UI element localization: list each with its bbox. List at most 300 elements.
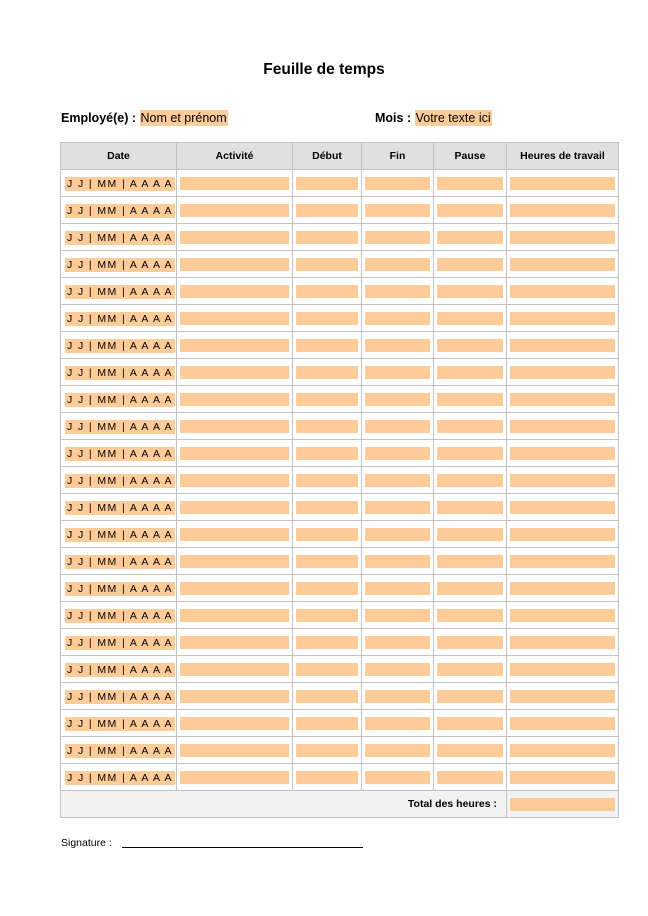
end-cell [362, 575, 434, 602]
date-cell [61, 629, 177, 656]
end-cell [362, 494, 434, 521]
break-input[interactable] [437, 420, 503, 433]
break-cell [434, 521, 507, 548]
date-input[interactable]: J J | MM | A A A A [67, 475, 173, 487]
activity-cell [177, 278, 293, 305]
date-cell [61, 710, 177, 737]
start-cell [293, 602, 362, 629]
break-input[interactable] [437, 231, 503, 244]
break-cell [434, 413, 507, 440]
activity-cell [177, 656, 293, 683]
break-cell [434, 764, 507, 791]
header-end: Fin [362, 143, 434, 170]
table-row [61, 440, 619, 467]
date-input[interactable]: J J | MM | A A A A [67, 610, 173, 622]
end-input[interactable] [365, 177, 430, 190]
end-cell [362, 602, 434, 629]
hours-input[interactable] [510, 609, 615, 622]
activity-cell [177, 224, 293, 251]
table-row [61, 197, 619, 224]
start-cell [293, 170, 362, 197]
date-cell [61, 332, 177, 359]
activity-cell [177, 710, 293, 737]
date-input[interactable]: J J | MM | A A A A [67, 664, 173, 676]
start-input[interactable] [296, 555, 358, 568]
total-row [61, 791, 619, 818]
hours-cell [507, 332, 619, 359]
break-input[interactable] [437, 501, 503, 514]
date-cell [61, 413, 177, 440]
end-input[interactable] [365, 420, 430, 433]
break-input[interactable] [437, 204, 503, 217]
hours-input[interactable] [510, 420, 615, 433]
break-input[interactable] [437, 474, 503, 487]
activity-input[interactable] [180, 528, 289, 541]
table-row [61, 764, 619, 791]
hours-cell [507, 656, 619, 683]
break-input[interactable] [437, 771, 503, 784]
start-input[interactable] [296, 312, 358, 325]
table-row [61, 359, 619, 386]
start-input[interactable] [296, 447, 358, 460]
table-row [61, 251, 619, 278]
break-cell [434, 683, 507, 710]
break-cell [434, 548, 507, 575]
start-input[interactable] [296, 204, 358, 217]
start-cell [293, 278, 362, 305]
date-cell [61, 602, 177, 629]
end-input[interactable] [365, 231, 430, 244]
break-cell [434, 386, 507, 413]
activity-input[interactable] [180, 663, 289, 676]
activity-cell [177, 305, 293, 332]
hours-cell [507, 494, 619, 521]
activity-input[interactable] [180, 744, 289, 757]
activity-input[interactable] [180, 636, 289, 649]
table-row [61, 386, 619, 413]
header-start: Début [293, 143, 362, 170]
table-body [61, 170, 619, 791]
activity-cell [177, 575, 293, 602]
start-cell [293, 548, 362, 575]
month-label: Mois : [375, 111, 412, 125]
total-label: Total des heures : [61, 791, 507, 818]
end-cell [362, 440, 434, 467]
hours-cell [507, 413, 619, 440]
hours-input[interactable] [510, 258, 615, 271]
break-cell [434, 440, 507, 467]
hours-input[interactable] [510, 177, 615, 190]
end-input[interactable] [365, 393, 430, 406]
end-input[interactable] [365, 285, 430, 298]
end-input[interactable] [365, 636, 430, 649]
start-cell [293, 413, 362, 440]
date-cell [61, 656, 177, 683]
date-cell [61, 440, 177, 467]
signature-label: Signature : [61, 837, 112, 849]
activity-input[interactable] [180, 609, 289, 622]
end-cell [362, 359, 434, 386]
activity-cell [177, 494, 293, 521]
table-row [61, 656, 619, 683]
hours-input[interactable] [510, 312, 615, 325]
table-row [61, 332, 619, 359]
end-input[interactable] [365, 771, 430, 784]
table-row [61, 170, 619, 197]
end-cell [362, 764, 434, 791]
date-cell [61, 764, 177, 791]
hours-input[interactable] [510, 366, 615, 379]
hours-input[interactable] [510, 393, 615, 406]
end-input[interactable] [365, 204, 430, 217]
table-row [61, 548, 619, 575]
date-input[interactable]: J J | MM | A A A A [67, 286, 173, 298]
table-row [61, 494, 619, 521]
hours-input[interactable] [510, 231, 615, 244]
hours-cell [507, 710, 619, 737]
hours-cell [507, 251, 619, 278]
date-input[interactable]: J J | MM | A A A A [67, 637, 173, 649]
hours-input[interactable] [510, 555, 615, 568]
break-input[interactable] [437, 258, 503, 271]
timesheet-table [60, 142, 619, 818]
activity-cell [177, 440, 293, 467]
activity-input[interactable] [180, 339, 289, 352]
break-cell [434, 629, 507, 656]
hours-input[interactable] [510, 474, 615, 487]
start-input[interactable] [296, 420, 358, 433]
start-input[interactable] [296, 339, 358, 352]
table-row [61, 413, 619, 440]
activity-input[interactable] [180, 717, 289, 730]
break-input[interactable] [437, 312, 503, 325]
end-input[interactable] [365, 582, 430, 595]
hours-input[interactable] [510, 771, 615, 784]
date-cell [61, 386, 177, 413]
start-cell [293, 251, 362, 278]
end-input[interactable] [365, 663, 430, 676]
hours-cell [507, 737, 619, 764]
end-input[interactable] [365, 474, 430, 487]
start-input[interactable] [296, 285, 358, 298]
table-row [61, 305, 619, 332]
break-input[interactable] [437, 555, 503, 568]
activity-input[interactable] [180, 393, 289, 406]
start-input[interactable] [296, 474, 358, 487]
activity-input[interactable] [180, 771, 289, 784]
end-cell [362, 197, 434, 224]
break-cell [434, 494, 507, 521]
end-input[interactable] [365, 609, 430, 622]
date-input[interactable]: J J | MM | A A A A [67, 367, 173, 379]
break-input[interactable] [437, 366, 503, 379]
date-cell [61, 251, 177, 278]
end-cell [362, 224, 434, 251]
end-input[interactable] [365, 690, 430, 703]
end-cell [362, 251, 434, 278]
hours-input[interactable] [510, 663, 615, 676]
hours-input[interactable] [510, 447, 615, 460]
break-input[interactable] [437, 690, 503, 703]
end-cell [362, 683, 434, 710]
start-cell [293, 197, 362, 224]
end-cell [362, 278, 434, 305]
date-cell [61, 359, 177, 386]
start-input[interactable] [296, 609, 358, 622]
hours-input[interactable] [510, 717, 615, 730]
start-cell [293, 629, 362, 656]
break-input[interactable] [437, 636, 503, 649]
table-header-row [61, 143, 619, 170]
activity-cell [177, 602, 293, 629]
hours-input[interactable] [510, 636, 615, 649]
date-input[interactable]: J J | MM | A A A A [67, 502, 173, 514]
hours-input[interactable] [510, 582, 615, 595]
hours-cell [507, 170, 619, 197]
hours-input[interactable] [510, 204, 615, 217]
hours-input[interactable] [510, 339, 615, 352]
activity-cell [177, 548, 293, 575]
break-cell [434, 197, 507, 224]
activity-cell [177, 359, 293, 386]
break-cell [434, 710, 507, 737]
start-cell [293, 332, 362, 359]
break-cell [434, 278, 507, 305]
date-cell [61, 494, 177, 521]
activity-input[interactable] [180, 366, 289, 379]
date-input[interactable]: J J | MM | A A A A [67, 421, 173, 433]
start-cell [293, 683, 362, 710]
end-cell [362, 170, 434, 197]
activity-input[interactable] [180, 474, 289, 487]
activity-input[interactable] [180, 285, 289, 298]
table-row [61, 629, 619, 656]
date-input[interactable]: J J | MM | A A A A [67, 718, 173, 730]
end-cell [362, 710, 434, 737]
activity-cell [177, 521, 293, 548]
start-input[interactable] [296, 663, 358, 676]
table-row [61, 278, 619, 305]
break-input[interactable] [437, 393, 503, 406]
date-input[interactable]: J J | MM | A A A A [67, 772, 173, 784]
break-input[interactable] [437, 177, 503, 190]
start-cell [293, 494, 362, 521]
start-input[interactable] [296, 366, 358, 379]
date-cell [61, 170, 177, 197]
end-input[interactable] [365, 366, 430, 379]
activity-cell [177, 467, 293, 494]
activity-input[interactable] [180, 177, 289, 190]
start-cell [293, 521, 362, 548]
hours-cell [507, 683, 619, 710]
hours-input[interactable] [510, 501, 615, 514]
end-cell [362, 521, 434, 548]
table-row [61, 710, 619, 737]
break-input[interactable] [437, 717, 503, 730]
end-input[interactable] [365, 501, 430, 514]
month-input[interactable]: Votre texte ici [415, 111, 491, 125]
break-input[interactable] [437, 582, 503, 595]
hours-cell [507, 278, 619, 305]
hours-cell [507, 440, 619, 467]
hours-cell [507, 386, 619, 413]
date-input[interactable]: J J | MM | A A A A [67, 259, 173, 271]
start-input[interactable] [296, 744, 358, 757]
date-input[interactable]: J J | MM | A A A A [67, 205, 173, 217]
end-input[interactable] [365, 339, 430, 352]
header-break: Pause [434, 143, 507, 170]
break-input[interactable] [437, 339, 503, 352]
break-cell [434, 602, 507, 629]
end-input[interactable] [365, 312, 430, 325]
hours-input[interactable] [510, 744, 615, 757]
break-cell [434, 170, 507, 197]
date-input[interactable]: J J | MM | A A A A [67, 745, 173, 757]
activity-input[interactable] [180, 501, 289, 514]
end-cell [362, 413, 434, 440]
activity-input[interactable] [180, 204, 289, 217]
end-input[interactable] [365, 258, 430, 271]
date-cell [61, 224, 177, 251]
break-cell [434, 467, 507, 494]
table-row [61, 575, 619, 602]
start-input[interactable] [296, 177, 358, 190]
end-input[interactable] [365, 744, 430, 757]
activity-input[interactable] [180, 312, 289, 325]
start-cell [293, 737, 362, 764]
date-input[interactable]: J J | MM | A A A A [67, 178, 173, 190]
table-row [61, 602, 619, 629]
activity-cell [177, 737, 293, 764]
start-cell [293, 359, 362, 386]
hours-input[interactable] [510, 528, 615, 541]
break-input[interactable] [437, 528, 503, 541]
hours-cell [507, 305, 619, 332]
start-cell [293, 575, 362, 602]
end-input[interactable] [365, 717, 430, 730]
start-input[interactable] [296, 636, 358, 649]
start-cell [293, 305, 362, 332]
date-input[interactable]: J J | MM | A A A A [67, 232, 173, 244]
activity-input[interactable] [180, 231, 289, 244]
employee-field [61, 111, 228, 125]
date-input[interactable]: J J | MM | A A A A [67, 691, 173, 703]
hours-input[interactable] [510, 690, 615, 703]
hours-cell [507, 602, 619, 629]
start-cell [293, 386, 362, 413]
break-input[interactable] [437, 744, 503, 757]
start-input[interactable] [296, 690, 358, 703]
activity-input[interactable] [180, 258, 289, 271]
date-cell [61, 737, 177, 764]
table-row [61, 521, 619, 548]
date-input[interactable]: J J | MM | A A A A [67, 583, 173, 595]
month-field [375, 111, 492, 125]
date-cell [61, 467, 177, 494]
break-input[interactable] [437, 609, 503, 622]
activity-cell [177, 170, 293, 197]
total-cell [507, 791, 619, 818]
start-input[interactable] [296, 231, 358, 244]
total-input[interactable] [510, 798, 615, 811]
break-cell [434, 332, 507, 359]
table-row [61, 737, 619, 764]
activity-input[interactable] [180, 690, 289, 703]
end-input[interactable] [365, 555, 430, 568]
break-cell [434, 224, 507, 251]
date-cell [61, 197, 177, 224]
page-title: Feuille de temps [263, 61, 385, 78]
start-input[interactable] [296, 393, 358, 406]
start-input[interactable] [296, 771, 358, 784]
start-input[interactable] [296, 582, 358, 595]
hours-cell [507, 224, 619, 251]
date-input[interactable]: J J | MM | A A A A [67, 340, 173, 352]
activity-input[interactable] [180, 582, 289, 595]
hours-cell [507, 197, 619, 224]
break-input[interactable] [437, 447, 503, 460]
activity-cell [177, 683, 293, 710]
end-input[interactable] [365, 447, 430, 460]
header-activity: Activité [177, 143, 293, 170]
end-cell [362, 467, 434, 494]
start-input[interactable] [296, 717, 358, 730]
activity-input[interactable] [180, 555, 289, 568]
start-cell [293, 224, 362, 251]
start-input[interactable] [296, 501, 358, 514]
date-input[interactable]: J J | MM | A A A A [67, 394, 173, 406]
hours-input[interactable] [510, 285, 615, 298]
date-cell [61, 683, 177, 710]
table-row [61, 224, 619, 251]
header-date: Date [61, 143, 177, 170]
date-cell [61, 521, 177, 548]
hours-cell [507, 764, 619, 791]
activity-cell [177, 197, 293, 224]
start-input[interactable] [296, 258, 358, 271]
signature-line[interactable] [122, 847, 363, 848]
header-hours: Heures de travail [507, 143, 619, 170]
activity-input[interactable] [180, 447, 289, 460]
break-input[interactable] [437, 285, 503, 298]
date-cell [61, 278, 177, 305]
activity-cell [177, 764, 293, 791]
start-cell [293, 656, 362, 683]
hours-cell [507, 521, 619, 548]
hours-cell [507, 548, 619, 575]
date-input[interactable]: J J | MM | A A A A [67, 313, 173, 325]
date-input[interactable]: J J | MM | A A A A [67, 448, 173, 460]
employee-label: Employé(e) : [61, 111, 137, 125]
end-cell [362, 737, 434, 764]
activity-cell [177, 332, 293, 359]
activity-cell [177, 629, 293, 656]
date-input[interactable]: J J | MM | A A A A [67, 556, 173, 568]
date-input[interactable]: J J | MM | A A A A [67, 529, 173, 541]
end-input[interactable] [365, 528, 430, 541]
end-cell [362, 629, 434, 656]
break-input[interactable] [437, 663, 503, 676]
date-cell [61, 548, 177, 575]
table-row [61, 683, 619, 710]
start-cell [293, 440, 362, 467]
employee-input[interactable]: Nom et prénom [140, 111, 227, 125]
start-input[interactable] [296, 528, 358, 541]
activity-cell [177, 251, 293, 278]
end-cell [362, 386, 434, 413]
activity-input[interactable] [180, 420, 289, 433]
hours-cell [507, 575, 619, 602]
